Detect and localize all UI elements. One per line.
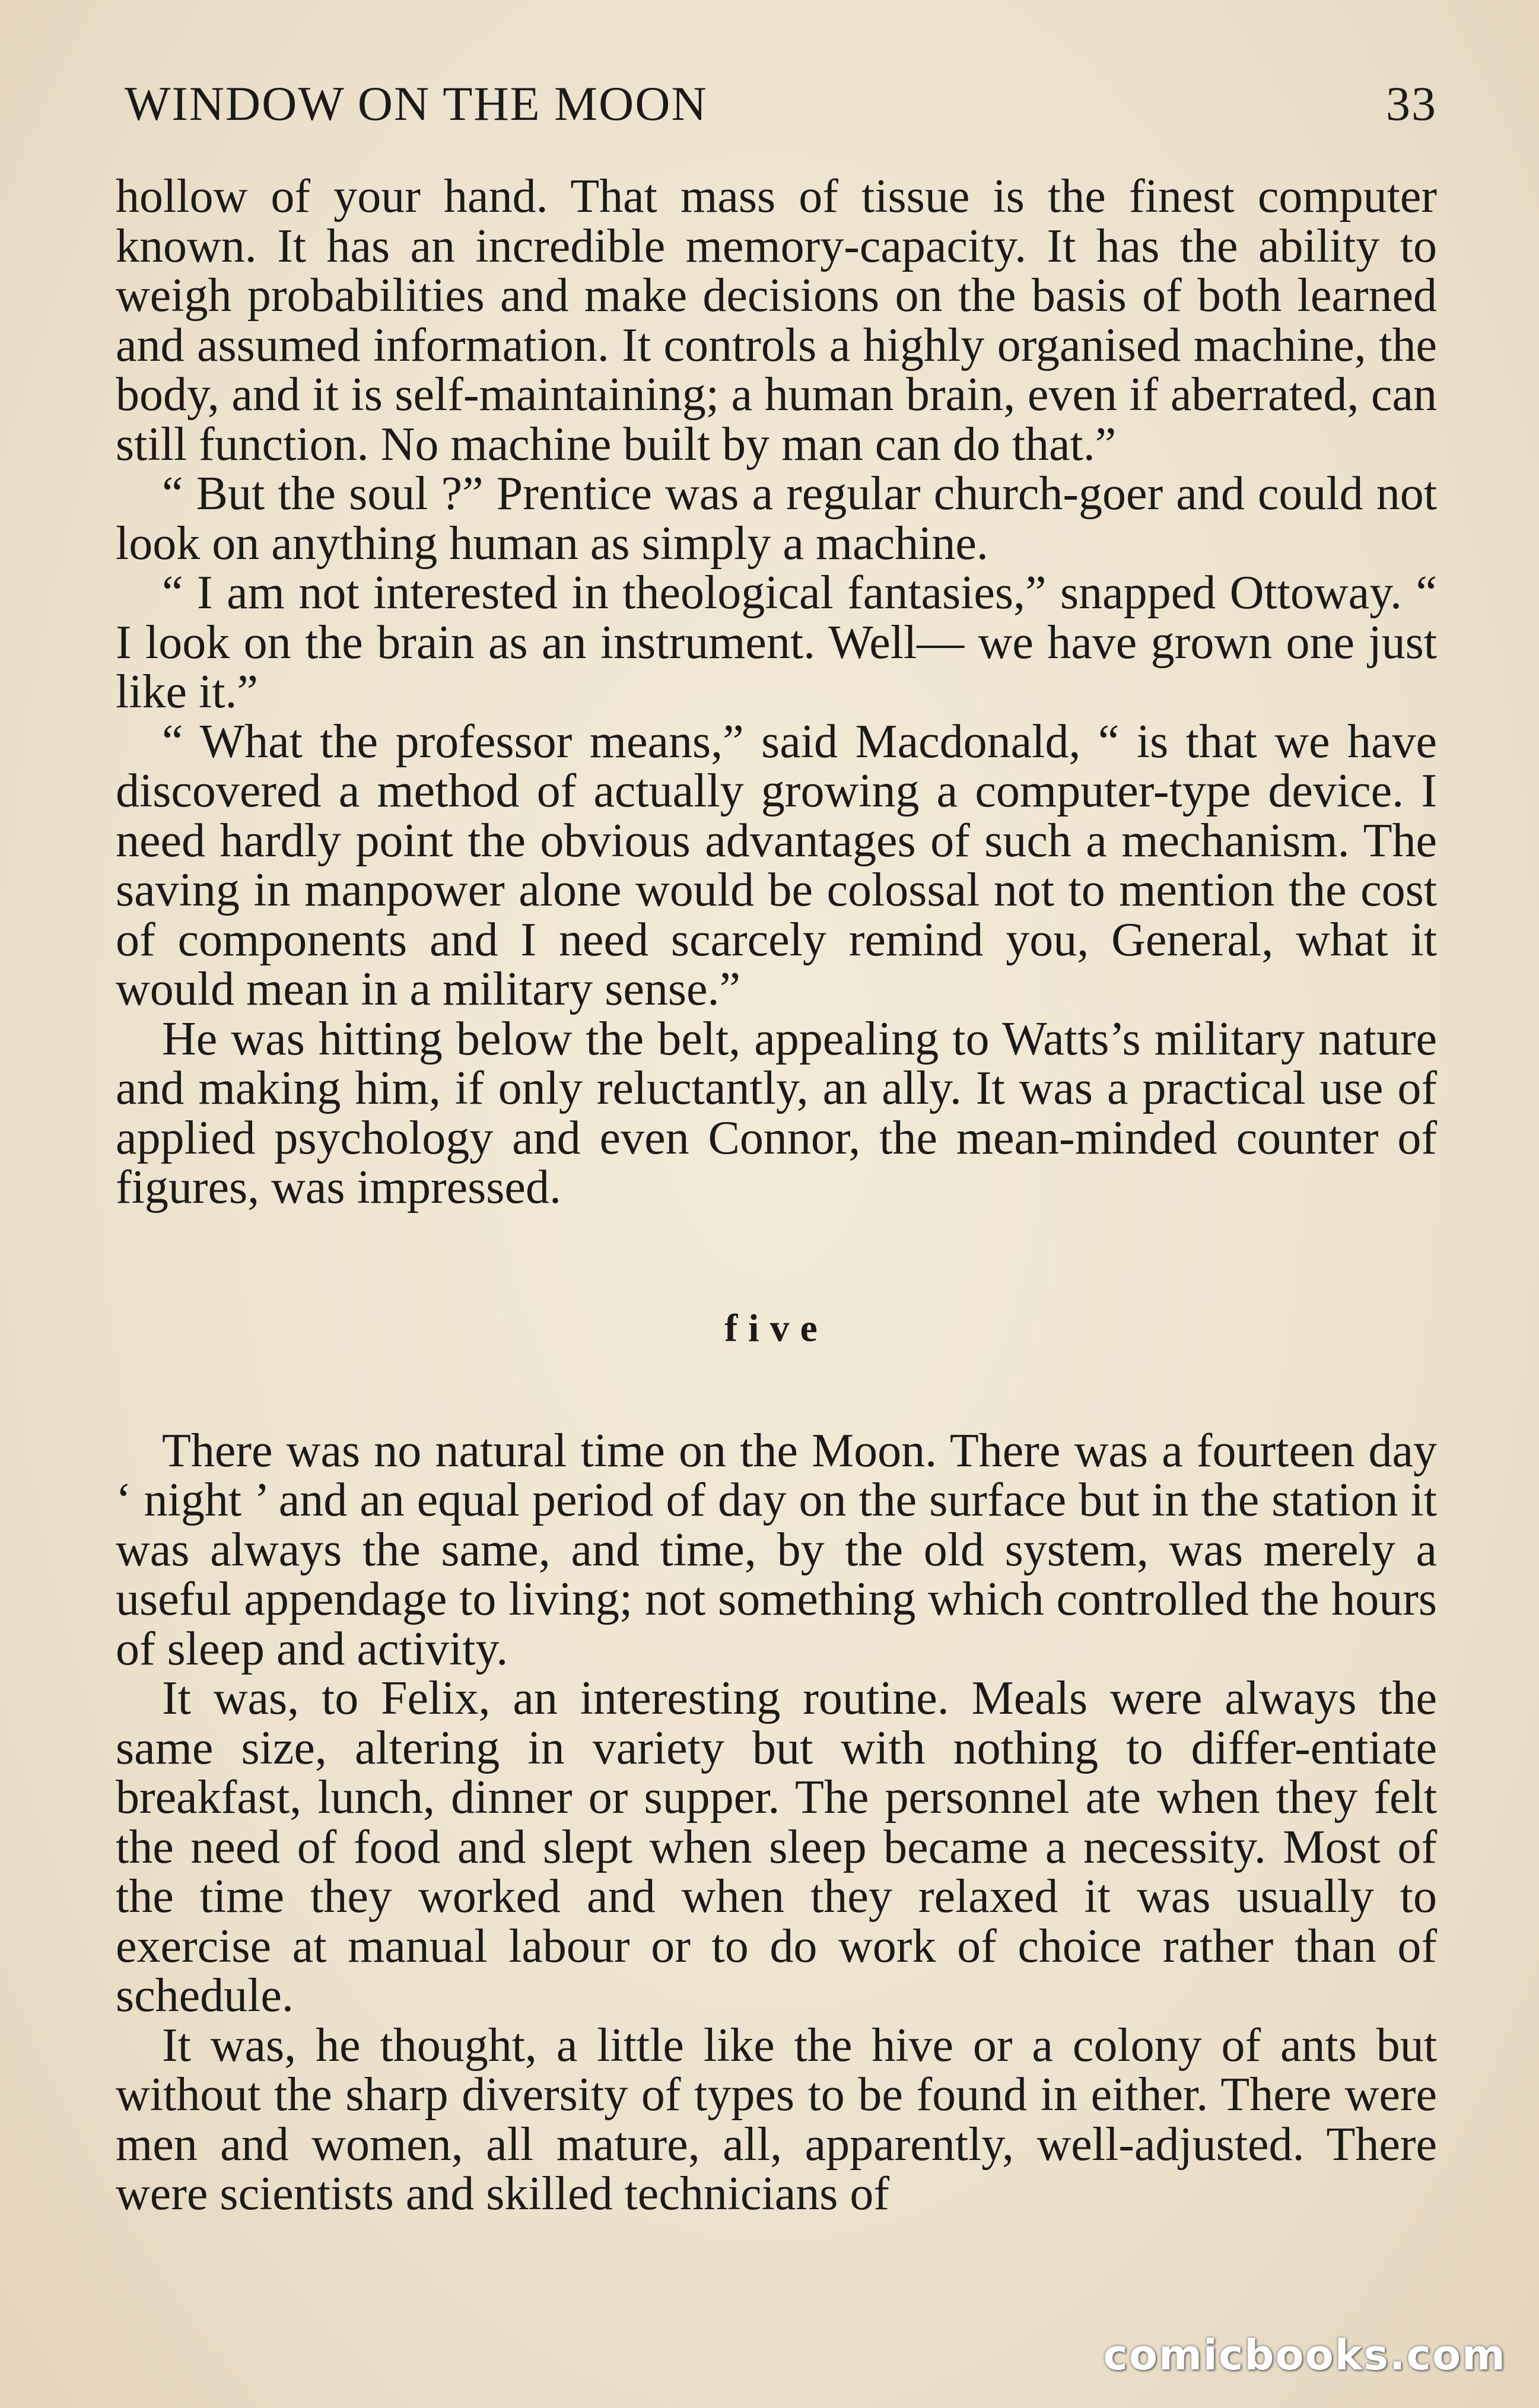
paragraph: “ What the professor means,” said Macdonald, “ is that we have discovered a method of actually growing a computer-type device. I need hardly point the obvious advantages of such a mechanism. The saving in manpower alone would be colossal not to mention the cost of components and I need scarcely remind you, General, what it would mean in a military sense.” bbox=[116, 715, 1437, 1015]
page-body bbox=[116, 172, 1437, 2219]
paragraph: It was, he thought, a little like the hive or a colony of ants but without the sharp diversity of types to be found in either. There were men and women, all mature, all, apparently, well-adjusted. There were scientists and skilled technicians of bbox=[116, 2019, 1437, 2220]
paragraph: It was, to Felix, an interesting routine. Meals were always the same size, altering in variety but with nothing to differ-entiate breakfast, lunch, dinner or supper. The personnel ate when they felt the need of food and slept when sleep became a necessity. Most of the time they worked and when they relaxed it was usually to exercise at manual labour or to do work of choice rather than of schedule. bbox=[116, 1672, 1437, 2022]
paragraph: He was hitting below the belt, appealing to Watts’s military nature and making him, if only reluctantly, an ally. It was a practical use of applied psychology and even Connor, the mean-minded counter of figures, was impressed. bbox=[116, 1012, 1437, 1213]
running-head bbox=[125, 71, 1437, 136]
paragraph: “ I am not interested in theological fantasies,” snapped Ottoway. “ I look on the brain as an instrument. Well— we have grown one just like it.” bbox=[116, 567, 1437, 718]
paragraph: hollow of your hand. That mass of tissue is the finest computer known. It has an incredible memory-capacity. It has the ability to weigh probabilities and make decisions on the basis of both learned and assumed information. It controls a highly organised machine, the body, and it is self-maintaining; a human brain, even if aberrated, can still function. No machine built by man can do that.” bbox=[116, 170, 1437, 471]
chapter-heading: five bbox=[724, 1306, 828, 1350]
book-title: WINDOW ON THE MOON bbox=[125, 77, 708, 131]
page-number: 33 bbox=[1386, 77, 1437, 131]
paragraph: There was no natural time on the Moon. There was a fourteen day ‘ night ’ and an equal period of day on the surface but in the station it was always the same, and time, by the old system, was merely a useful appendage to living; not something which controlled the hours of sleep and activity. bbox=[116, 1424, 1437, 1675]
watermark: comicbooks.com bbox=[1103, 2331, 1506, 2380]
paragraph: “ But the soul ?” Prentice was a regular church-goer and could not look on anything human as simply a machine. bbox=[116, 468, 1437, 570]
